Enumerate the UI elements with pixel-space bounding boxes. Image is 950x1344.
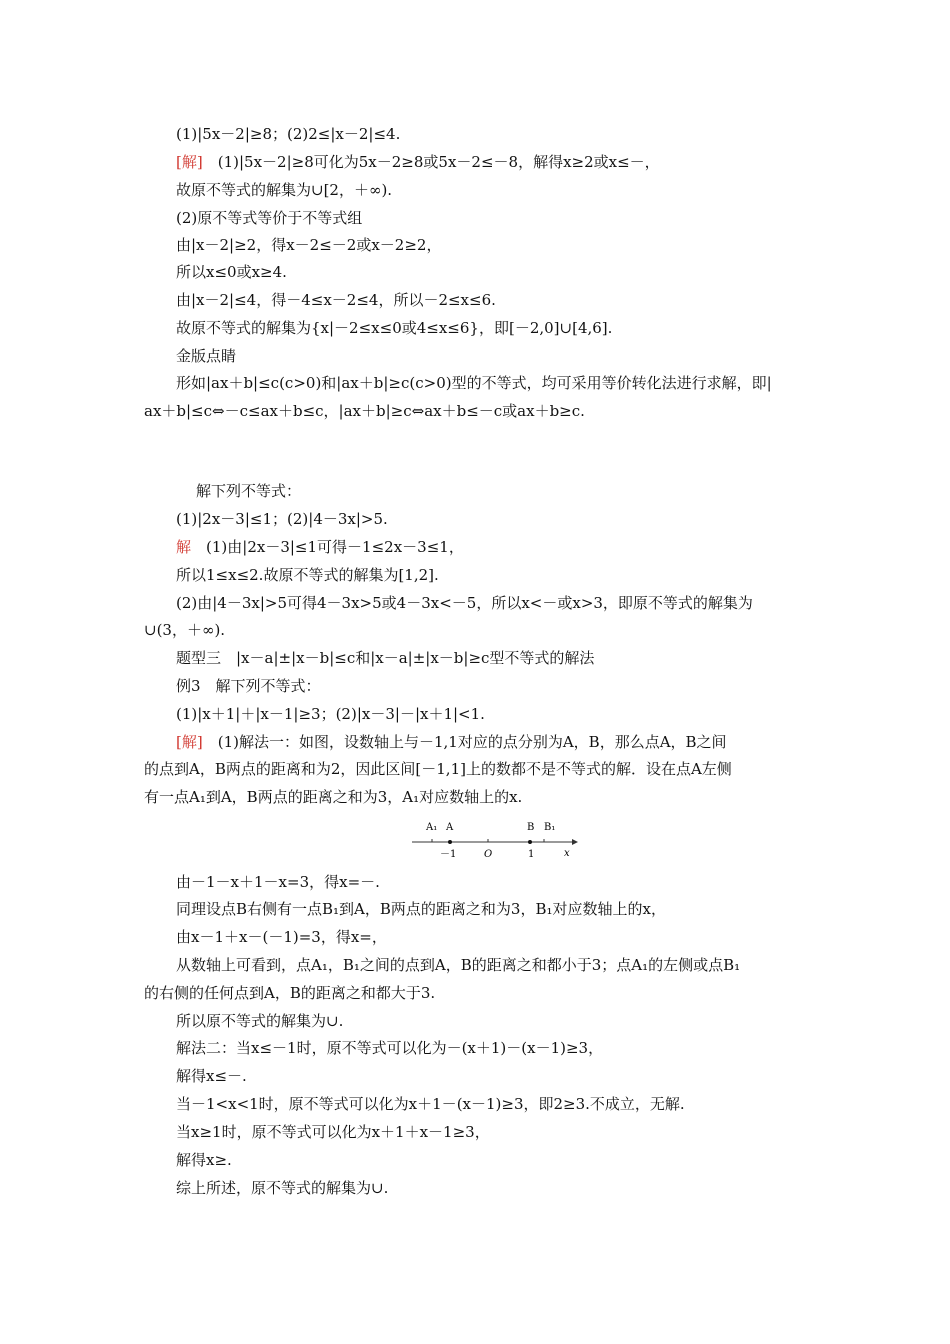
text-line: (2)由|4－3x|>5可得4－3x>5或4－3x<－5，所以x<－或x>3，即原不等式的解集为 <box>176 594 753 612</box>
text-line: 的点到A，B两点的距离和为2，因此区间[－1,1]上的数都不是不等式的解．设在点A左侧 <box>144 760 732 778</box>
label-b: B <box>527 822 535 833</box>
example-line: (1)|x＋1|＋|x－1|≥3；(2)|x－3|－|x＋1|<1. <box>176 705 485 723</box>
label-1: 1 <box>528 849 535 860</box>
text-line: 由|x－2|≤4，得－4≤x－2≤4，所以－2≤x≤6. <box>176 291 496 309</box>
label-a: A <box>446 822 454 833</box>
example-heading: 例3 解下列不等式： <box>176 677 321 695</box>
label-origin: O <box>484 849 493 860</box>
text-line: 形如|ax＋b|≤c(c>0)和|ax＋b|≥c(c>0)型的不等式，均可采用等价转化法进行求解，即| <box>176 374 772 392</box>
solution-line-1: [解] (1)|5x－2|≥8可化为5x－2≥8或5x－2≤－8，解得x≥2或x≤－， <box>176 153 660 171</box>
text-line: 由|x－2|≥2，得x－2≤－2或x－2≥2， <box>176 236 442 254</box>
text-line: 综上所述，原不等式的解集为∪. <box>176 1179 389 1197</box>
label-neg1: －1 <box>440 849 457 860</box>
text-line: 所以x≤0或x≥4. <box>176 263 287 281</box>
text-line: 当－1<x<1时，原不等式可以化为x＋1－(x－1)≥3，即2≥3.不成立，无解. <box>176 1095 685 1113</box>
text-line: 解法二：当x≤－1时，原不等式可以化为－(x＋1)－(x－1)≥3， <box>176 1039 604 1057</box>
text-line: 由－1－x＋1－x=3，得x=－. <box>176 873 380 891</box>
arrow-icon <box>572 839 578 845</box>
text-line: 从数轴上可看到，点A₁，B₁之间的点到A，B的距离之和都小于3；点A₁的左侧或点B₁ <box>176 956 741 974</box>
text-line: 同理设点B右侧有一点B₁到A，B两点的距离之和为3，B₁对应数轴上的x， <box>176 900 666 918</box>
text-line: 解得x≥. <box>176 1151 232 1169</box>
solution-line-2: 解 (1)由|2x－3|≤1可得－1≤2x－3≤1， <box>176 538 464 556</box>
solution-label-plain: 解 <box>176 538 192 556</box>
solution-label: [解] <box>176 733 203 751</box>
exercise-line: (1)|2x－3|≤1；(2)|4－3x|>5. <box>176 510 388 528</box>
text-line: 故原不等式的解集为{x|－2≤x≤0或4≤x≤6}，即[－2,0]∪[4,6]. <box>176 319 613 337</box>
text-line: 有一点A₁到A，B两点的距离之和为3，A₁对应数轴上的x. <box>144 788 523 806</box>
number-line-figure <box>412 816 584 862</box>
label-a1: A₁ <box>426 822 438 833</box>
label-x: x <box>564 848 570 859</box>
text-line: 所以原不等式的解集为∪. <box>176 1012 344 1030</box>
text-line: 解得x≤－. <box>176 1067 247 1085</box>
text-line: 由x－1＋x－(－1)=3，得x=， <box>176 928 387 946</box>
text-line: 故原不等式的解集为∪[2，＋∞). <box>176 181 393 199</box>
text-line: 的右侧的任何点到A，B的距离之和都大于3. <box>144 984 436 1002</box>
problem-line: (1)|5x－2|≥8；(2)2≤|x－2|≤4. <box>176 125 401 143</box>
point-b <box>528 840 532 844</box>
point-a <box>448 840 452 844</box>
solution-line-3: [解] (1)解法一：如图，设数轴上与－1,1对应的点分别为A，B，那么点A，B之间 <box>176 733 727 751</box>
exercise-heading: 解下列不等式： <box>196 482 302 500</box>
section-heading: 金版点睛 <box>176 347 237 365</box>
text-line: ∪(3，＋∞). <box>144 621 226 639</box>
topic-heading: 题型三 |x－a|±|x－b|≤c和|x－a|±|x－b|≥c型不等式的解法 <box>176 649 595 667</box>
solution-label: [解] <box>176 153 203 171</box>
label-b1: B₁ <box>544 822 556 833</box>
text-line: 当x≥1时，原不等式可以化为x＋1＋x－1≥3， <box>176 1123 490 1141</box>
text-line: ax＋b|≤c⇔－c≤ax＋b≤c，|ax＋b|≥c⇔ax＋b≤－c或ax＋b≥c. <box>144 402 585 420</box>
text-line: 所以1≤x≤2.故原不等式的解集为[1,2]. <box>176 566 439 584</box>
text-line: (2)原不等式等价于不等式组 <box>176 209 363 227</box>
